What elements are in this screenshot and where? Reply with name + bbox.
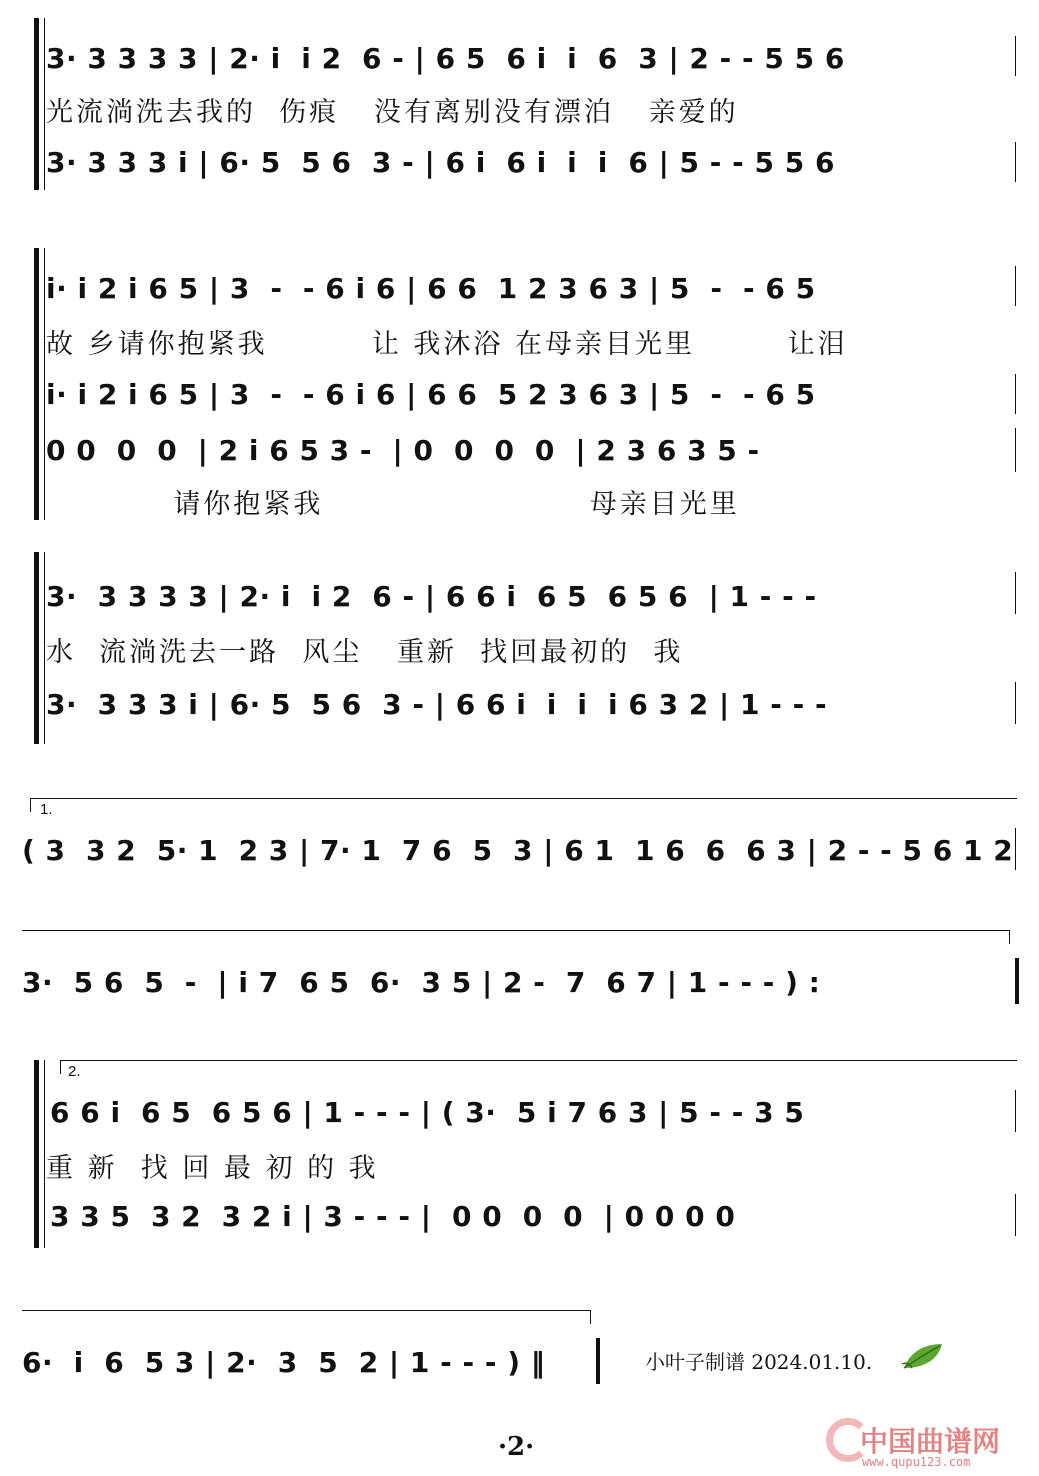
volta-number: 1. [40,801,53,818]
system-brace [22,248,44,520]
bracket-line [22,1310,591,1311]
volta-number: 2. [68,1063,81,1080]
interlude-row: 3· 5 6 5 - | i 7 6 5 6· 3 5 | 2 - 7 6 7 | 1 - - - ) : [22,966,821,999]
bracket-hook [590,1310,591,1324]
melody-row: 3· 3 3 3 3 | 2· i i 2 6 - | 6 5 6 i i 6 3 | 2 - - 5 5 6 [46,42,845,75]
barline [1015,828,1016,870]
volta-bracket [60,1060,1017,1061]
barline [1015,682,1016,724]
volta-hook [1009,930,1010,944]
leaf-icon [900,1338,946,1372]
ending-row: 6· i 6 5 3 | 2· 3 5 2 | 1 - - - ) ‖ [22,1346,546,1379]
lyrics-row: 请你抱紧我 母亲目光里 [46,489,740,520]
melody-row: 3· 3 3 3 3 | 2· i i 2 6 - | 6 6 i 6 5 6 5 6 | 1 - - - [46,580,817,613]
barline [1015,572,1016,614]
system-brace [22,18,44,190]
barline [1015,142,1016,182]
watermark-brand: 中国曲谱网 [860,1425,1001,1458]
barline [1015,266,1016,306]
page-number: ·2· [498,1432,535,1462]
final-barline [596,1338,600,1384]
barline [1015,1194,1016,1236]
harmony-row: 3· 3 3 3 i | 6· 5 5 6 3 - | 6 i 6 i i i 6 | 5 - - 5 5 6 [46,146,835,179]
harmony-row: i· i 2 i 6 5 | 3 - - 6 i 6 | 6 6 5 2 3 6 3 | 5 - - 6 5 [46,378,816,411]
lyrics-row: 故 乡请你抱紧我 让 我沐浴 在母亲目光里 让泪 [46,329,848,360]
melody-row: 6 6 i 6 5 6 5 6 | 1 - - - | ( 3· 5 i 7 6 3 | 5 - - 3 5 [50,1096,805,1129]
system-brace [22,552,44,744]
lyrics-row: 水 流淌洗去一路 风尘 重新 找回最初的 我 [46,637,684,668]
volta-bracket [30,798,1017,799]
melody-row: i· i 2 i 6 5 | 3 - - 6 i 6 | 6 6 1 2 3 6 3 | 5 - - 6 5 [46,272,816,305]
harmony-row: 3 3 5 3 2 3 2 i | 3 - - - | 0 0 0 0 | 0 0 0 0 [50,1200,736,1233]
interlude-row: ( 3 3 2 5· 1 2 3 | 7· 1 7 6 5 3 | 6 1 1 6 6 6 3 | 2 - - 5 6 1 2 [22,834,1014,867]
volta-hook [60,1060,61,1074]
lyrics-row: 光流淌洗去我的 伤痕 没有离别没有漂泊 亲爱的 [46,97,739,128]
volta-bracket-continued [22,930,1009,931]
lyrics-row: 重 新 找 回 最 初 的 我 [46,1153,379,1184]
credit-text: 小叶子制谱 2024.01.10. [645,1350,873,1374]
volta-hook [30,798,31,812]
barline [1015,1090,1016,1132]
harmony-row: 3· 3 3 3 i | 6· 5 5 6 3 - | 6 6 i i i i 6 3 2 | 1 - - - [46,688,828,721]
third-voice-row: 0 0 0 0 | 2 i 6 5 3 - | 0 0 0 0 | 2 3 6 3 5 - [46,434,760,467]
repeat-end-barline [1015,958,1019,1004]
barline [1015,428,1016,472]
watermark-url: www.qupu123.com [862,1455,971,1469]
system-brace [22,1060,44,1248]
barline [1015,374,1016,414]
barline [1015,36,1016,76]
